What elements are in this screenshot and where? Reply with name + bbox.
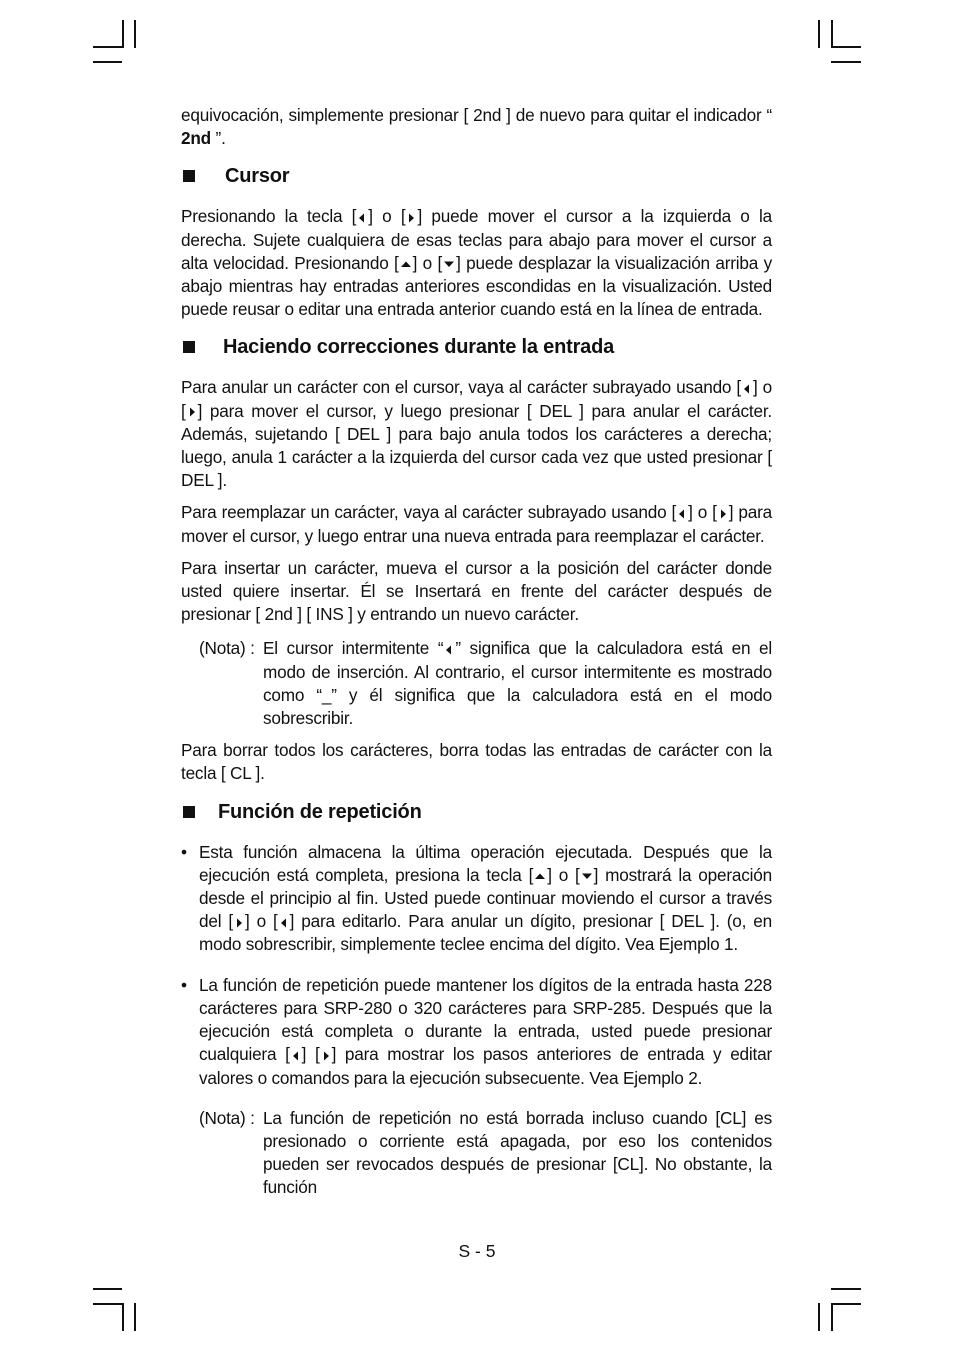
note-text: La función de repetición no está borrada incluso cuando [CL] es presionado o corriente está apagada, por eso los contenidos pueden ser revocados después de presionar [CL]. No obstante, la función (263, 1107, 772, 1198)
2nd-indicator: 2nd (181, 128, 211, 149)
text-run: Para reemplazar un carácter, vaya al carácter subrayado usando [ (181, 502, 677, 523)
bullet-text (199, 841, 772, 957)
section-title: Cursor (225, 165, 290, 188)
text-run: ] para mover el cursor, y luego entrar una nueva entrada para reemplazar el carácter. (181, 502, 772, 546)
page-content (181, 104, 772, 1209)
note-label: (Nota) : (199, 1107, 255, 1128)
intro-paragraph (181, 104, 772, 150)
right-arrow-icon (233, 917, 245, 929)
bullet-dot: • (181, 841, 187, 862)
left-arrow-icon (356, 212, 368, 224)
up-arrow-icon (533, 870, 547, 882)
text-run: ] [ (301, 1044, 320, 1065)
right-arrow-icon (320, 1050, 332, 1062)
note-replay (199, 1107, 772, 1200)
square-bullet-icon (183, 170, 195, 182)
corrections-paragraph-4: Para borrar todos los carácteres, borra todas las entradas de carácter con la tecla [ CL ]. (181, 740, 772, 784)
bullet-dot: • (181, 974, 187, 995)
text-run: ] para mover el cursor, y luego presionar [ DEL ] para anular el carácter. Además, sujetando [ DEL ] para bajo anula todos los carácteres a derecha; luego, anula 1 carácter a la izquierda del cursor cada vez que usted presionar [ DEL ]. (181, 400, 772, 491)
cursor-paragraph (181, 205, 772, 321)
replay-bullet-2 (181, 974, 772, 1090)
page-number: S - 5 (458, 1241, 496, 1261)
bullet-text (199, 974, 772, 1090)
text-run: ” significa que la calculadora está en el modo de inserción. Al contrario, el cursor intermitente es mostrado como “_” y él significa que la calculadora está en el modo sobrescribir. (263, 638, 772, 729)
section-title: Función de repetición (218, 800, 422, 823)
up-arrow-icon (399, 258, 413, 270)
left-arrow-icon (278, 917, 290, 929)
section-heading-corrections (181, 335, 772, 359)
text-run: ] puede mover el cursor a la izquierda o la derecha. Sujete cualquiera de esas teclas para abajo para mover el cursor a alta velocidad. Presionando [ (181, 206, 772, 273)
text-run: ] para editarlo. Para anular un dígito, presionar [ DEL ]. (o, en modo sobrescribir, simplemente teclee encima del dígito. Vea Ejemplo 1. (199, 911, 772, 955)
square-bullet-icon (183, 341, 195, 353)
intro-text-end: ”. (210, 128, 226, 149)
left-arrow-icon (676, 508, 688, 520)
text-run: ] para mostrar los pasos anteriores de entrada y editar valores o comandos para la ejecución subsecuente. Vea Ejemplo 2. (199, 1044, 772, 1088)
text-run: El cursor intermitente “ (263, 638, 444, 659)
note-insert-mode (199, 637, 772, 730)
down-arrow-icon (442, 258, 456, 270)
text-run: ] o [ (181, 377, 773, 421)
right-arrow-icon (186, 406, 198, 418)
corrections-paragraph-3: Para insertar un carácter, mueva el cursor a la posición del carácter donde usted quiere insertar. Él se Insertará en frente del carácter después de presionar [ 2nd ] [ INS ] y entrando un nuevo carácter. (181, 557, 772, 625)
replay-bullet-1 (181, 841, 772, 957)
square-bullet-icon (183, 806, 195, 818)
left-arrow-icon (443, 644, 455, 656)
left-arrow-icon (741, 383, 753, 395)
text-run: ] o [ (368, 206, 406, 227)
section-heading-replay (181, 800, 772, 824)
text-run: Presionando la tecla [ (181, 206, 357, 227)
text-run: La función de repetición puede mantener los dígitos de la entrada hasta 228 carácteres para SRP-280 o 320 carácteres para SRP-285. Después que la ejecución está completa o durante la entrada, usted puede presionar cualquiera [ (199, 974, 772, 1065)
right-arrow-icon (717, 508, 729, 520)
text-run: ] o [ (688, 502, 717, 523)
corrections-paragraph-1 (181, 376, 772, 492)
text-run: ] puede desplazar la visualización arriba y abajo mientras hay entradas anteriores escondidas en la visualización. Usted puede reusar o editar una entrada anterior cuando está en la línea de entrada. (181, 252, 772, 320)
section-heading-cursor (181, 164, 772, 188)
right-arrow-icon (405, 212, 417, 224)
note-text (263, 637, 772, 730)
text-run: ] mostrará la operación desde el principio al fin. Usted puede continuar moviendo el cursor a través del [ (199, 864, 772, 932)
text-run: ] o [ (547, 864, 580, 885)
text-run: ] o [ (412, 252, 443, 273)
corrections-paragraph-2 (181, 501, 772, 547)
text-run: Para anular un carácter con el cursor, vaya al carácter subrayado usando [ (181, 377, 741, 398)
left-arrow-icon (290, 1050, 302, 1062)
section-title: Haciendo correcciones durante la entrada (223, 336, 615, 359)
text-run: Esta función almacena la última operación ejecutada. Después que la ejecución está completa, presiona la tecla [ (199, 841, 772, 885)
intro-text: equivocación, simplemente presionar [ 2nd ] de nuevo para quitar el indicador “ (181, 105, 772, 125)
down-arrow-icon (580, 870, 594, 882)
note-label: (Nota) : (199, 638, 255, 659)
text-run: ] o [ (244, 911, 278, 932)
